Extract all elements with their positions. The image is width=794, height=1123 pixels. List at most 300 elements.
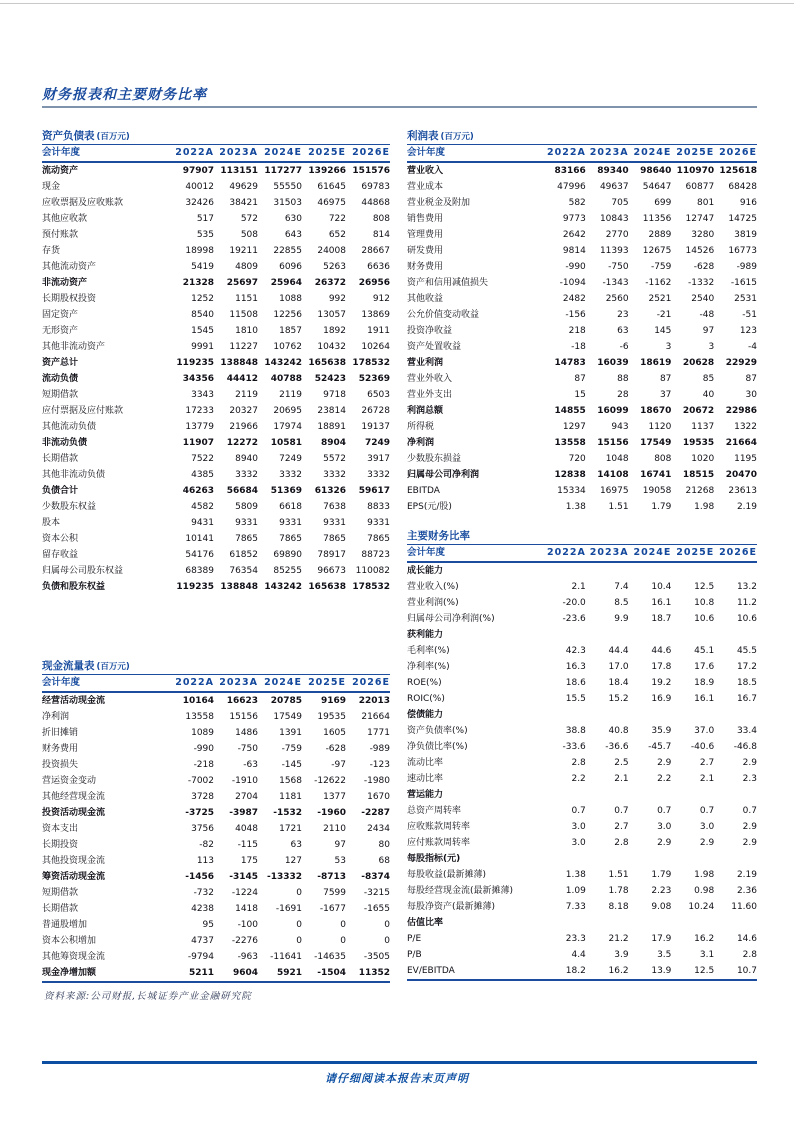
- cell-value: 20470: [725, 470, 757, 480]
- cell-value: 23814: [317, 406, 346, 416]
- cell-value: 97: [334, 840, 346, 850]
- table-header-row: [42, 675, 390, 692]
- cell-value: 916: [739, 198, 757, 208]
- cell-value: 9169: [320, 696, 346, 706]
- cell-value: 178532: [352, 358, 390, 368]
- row-label: 长期借款: [42, 454, 79, 464]
- table-row: [407, 739, 757, 755]
- income-statement-title: 利润表: [407, 130, 439, 142]
- table-row: [407, 963, 757, 980]
- cell-value: -628: [693, 262, 715, 272]
- cell-value: 16623: [226, 696, 258, 706]
- row-label: P/E: [407, 934, 422, 944]
- cell-value: 42.3: [565, 646, 586, 656]
- row-label: 应付账款周转率: [407, 838, 471, 848]
- table-row: [42, 805, 390, 821]
- row-label: 资本公积增加: [42, 936, 97, 946]
- row-label: 其他非流动资产: [42, 342, 106, 352]
- cell-value: -12622: [314, 776, 346, 786]
- cell-value: 138848: [220, 582, 258, 592]
- cell-value: 17.0: [608, 662, 629, 672]
- cell-value: 801: [697, 198, 715, 208]
- cell-value: -1910: [231, 776, 258, 786]
- cell-value: 16.9: [651, 694, 672, 704]
- row-label: 营业外支出: [407, 390, 453, 400]
- cell-value: [671, 562, 714, 579]
- cell-value: 165638: [308, 582, 346, 592]
- cell-value: 2.1: [699, 774, 715, 784]
- row-label: 应收票据及应收账款: [42, 198, 124, 208]
- cell-value: 49637: [599, 182, 629, 192]
- cell-value: 119235: [176, 358, 214, 368]
- row-label: 长期借款: [42, 904, 79, 914]
- cell-value: 40.8: [608, 726, 629, 736]
- cell-value: -18: [571, 342, 586, 352]
- table-row: [42, 692, 390, 709]
- cell-value: 1670: [367, 792, 390, 802]
- cell-value: -1960: [317, 808, 346, 818]
- cell-value: 97907: [182, 166, 214, 176]
- table-row: [407, 291, 757, 307]
- cell-value: 47996: [557, 182, 586, 192]
- cell-value: -8713: [317, 872, 346, 882]
- row-label: 速动比率: [407, 774, 444, 784]
- cell-value: 95: [202, 920, 214, 930]
- table-header-row: [42, 145, 390, 162]
- cell-value: 52369: [358, 374, 390, 384]
- table-row: [407, 771, 757, 787]
- cell-value: -123: [369, 760, 390, 770]
- cell-value: -82: [199, 840, 214, 850]
- cell-value: -63: [243, 760, 258, 770]
- table-row: [407, 211, 757, 227]
- row-label: 股本: [42, 518, 61, 528]
- cell-value: 4385: [191, 470, 214, 480]
- cell-value: 46975: [317, 198, 346, 208]
- cell-value: 1.98: [694, 870, 715, 880]
- cell-value: 7638: [323, 502, 346, 512]
- cell-value: -750: [237, 744, 258, 754]
- row-label: 资本支出: [42, 824, 79, 834]
- cell-value: 88: [617, 374, 629, 384]
- cell-value: 9331: [279, 518, 302, 528]
- cell-value: 16.1: [651, 598, 672, 608]
- cell-value: 720: [568, 454, 586, 464]
- cell-value: 61645: [317, 182, 346, 192]
- table-row: [42, 725, 390, 741]
- row-label: 其他投资现金流: [42, 856, 106, 866]
- cell-value: 15.5: [565, 694, 586, 704]
- cell-value: 18891: [317, 422, 346, 432]
- cell-value: 11.60: [731, 902, 757, 912]
- cell-value: 1120: [648, 422, 672, 432]
- year-column-header: 2025E: [671, 145, 714, 162]
- cell-value: 517: [196, 214, 214, 224]
- cell-value: -759: [650, 262, 672, 272]
- cell-value: -7002: [187, 776, 214, 786]
- year-column-header: 2022A: [170, 145, 214, 162]
- income-statement-table: [407, 145, 757, 515]
- cell-value: 68: [378, 856, 390, 866]
- table-row: [407, 675, 757, 691]
- cell-value: 6096: [279, 262, 302, 272]
- cell-value: 19535: [682, 438, 715, 448]
- cell-value: -13332: [266, 872, 302, 882]
- cell-value: 54176: [185, 550, 214, 560]
- cell-value: [586, 562, 629, 579]
- row-label: 折旧摊销: [42, 728, 79, 738]
- cell-value: 145: [654, 326, 672, 336]
- table-row: [42, 547, 390, 563]
- cell-value: 60877: [685, 182, 715, 192]
- row-label: 成长能力: [407, 566, 444, 576]
- cell-value: 4809: [235, 262, 258, 272]
- cell-value: 69890: [273, 550, 302, 560]
- table-row: [42, 869, 390, 885]
- cell-value: 76354: [229, 566, 258, 576]
- table-row: [42, 709, 390, 725]
- balance-sheet-header: [42, 128, 390, 145]
- cell-value: 2119: [235, 390, 258, 400]
- row-label: 营业收入: [407, 166, 444, 176]
- cell-value: -2287: [361, 808, 390, 818]
- cell-value: -97: [331, 760, 346, 770]
- balance-sheet-title: 资产负债表: [42, 130, 95, 142]
- row-label: 估值比率: [407, 918, 444, 928]
- cell-value: 3343: [191, 390, 214, 400]
- row-label: 总资产周转率: [407, 806, 462, 816]
- table-row: [407, 387, 757, 403]
- cell-value: 9773: [562, 214, 586, 224]
- cell-value: 61326: [314, 486, 346, 496]
- cell-value: 23: [617, 310, 629, 320]
- cell-value: 13558: [554, 438, 586, 448]
- cell-value: 56684: [226, 486, 258, 496]
- cell-value: 14855: [554, 406, 586, 416]
- table-row: [42, 853, 390, 869]
- cell-value: [629, 851, 672, 867]
- cell-value: -40.6: [690, 742, 715, 752]
- cell-value: 8.18: [608, 902, 629, 912]
- row-label: 资产负债率(%): [407, 726, 468, 736]
- cell-value: 16.2: [694, 934, 715, 944]
- cell-value: 2.9: [657, 758, 672, 768]
- cell-value: 13057: [317, 310, 346, 320]
- row-label: 偿债能力: [407, 710, 444, 720]
- cell-value: 6636: [367, 262, 390, 272]
- year-column-header: 2024E: [258, 145, 302, 162]
- cell-value: 2.9: [742, 758, 757, 768]
- cash-flow-table: [42, 675, 390, 983]
- cell-value: 535: [196, 230, 214, 240]
- cell-value: 1721: [279, 824, 302, 834]
- year-column-header: 2026E: [714, 545, 757, 562]
- cell-value: 18998: [185, 246, 214, 256]
- cell-value: 44.4: [608, 646, 629, 656]
- table-row: [407, 243, 757, 259]
- table-row: [42, 162, 390, 179]
- table-row: [42, 435, 390, 451]
- table-row: [407, 819, 757, 835]
- cell-value: 4048: [235, 824, 258, 834]
- cell-value: 1.38: [565, 870, 586, 880]
- cell-value: 20695: [273, 406, 302, 416]
- cell-value: 11356: [642, 214, 672, 224]
- cell-value: 3332: [279, 470, 302, 480]
- cell-value: 17233: [185, 406, 214, 416]
- cell-value: -156: [565, 310, 586, 320]
- cell-value: 13558: [185, 712, 214, 722]
- table-row: [407, 947, 757, 963]
- section-row: [407, 707, 757, 723]
- cell-value: 30: [745, 390, 757, 400]
- table-header-row: [407, 145, 757, 162]
- cell-value: 85255: [273, 566, 302, 576]
- row-label: 公允价值变动收益: [407, 310, 480, 320]
- cell-value: 1.78: [608, 886, 629, 896]
- cell-value: 16741: [640, 470, 672, 480]
- row-label: 短期借款: [42, 888, 79, 898]
- year-column-header: 2025E: [302, 145, 346, 162]
- cell-value: 68389: [185, 566, 214, 576]
- cell-value: 113151: [220, 166, 258, 176]
- cell-value: 0.98: [694, 886, 715, 896]
- cell-value: 35.9: [651, 726, 672, 736]
- cell-value: 643: [284, 230, 302, 240]
- cell-value: 1.09: [565, 886, 586, 896]
- cell-value: 699: [654, 198, 672, 208]
- cell-value: 28: [617, 390, 629, 400]
- cell-value: 25964: [270, 278, 302, 288]
- row-label: 长期股权投资: [42, 294, 97, 304]
- cell-value: -45.7: [648, 742, 672, 752]
- cell-value: 7.4: [614, 582, 629, 592]
- cell-value: 722: [328, 214, 346, 224]
- cell-value: 652: [328, 230, 346, 240]
- row-label: 所得税: [407, 422, 435, 432]
- cell-value: 3332: [367, 470, 390, 480]
- row-label: 筹资活动现金流: [42, 872, 106, 882]
- table-row: [42, 917, 390, 933]
- cell-value: 52423: [314, 374, 346, 384]
- year-column-header: 2023A: [214, 145, 258, 162]
- cell-value: 10264: [361, 342, 390, 352]
- cell-value: 20672: [682, 406, 715, 416]
- row-label: 少数股东权益: [42, 502, 97, 512]
- cell-value: 51369: [270, 486, 302, 496]
- cell-value: 2.1: [571, 582, 586, 592]
- row-label: 财务费用: [407, 262, 444, 272]
- cell-value: 12272: [226, 438, 258, 448]
- cell-value: 9718: [323, 390, 346, 400]
- cell-value: 54647: [642, 182, 672, 192]
- cell-value: 10581: [270, 438, 302, 448]
- cash-flow-unit: (百万元): [96, 662, 130, 672]
- row-label: 现金: [42, 182, 61, 192]
- cell-value: 0: [384, 936, 390, 946]
- row-label: 长期投资: [42, 840, 79, 850]
- table-row: [407, 643, 757, 659]
- table-row: [42, 275, 390, 291]
- cell-value: 14725: [728, 214, 757, 224]
- cell-value: 2482: [562, 294, 586, 304]
- cell-value: 117277: [264, 166, 302, 176]
- financial-ratios-header: [407, 528, 757, 545]
- cell-value: 17549: [640, 438, 672, 448]
- year-column-header: 2026E: [346, 145, 390, 162]
- row-label: 短期借款: [42, 390, 79, 400]
- cell-value: 15156: [229, 712, 258, 722]
- table-row: [407, 323, 757, 339]
- cell-value: 3.1: [699, 950, 715, 960]
- cash-flow-section: [42, 658, 390, 983]
- cell-value: 19211: [229, 246, 258, 256]
- cell-value: 40: [702, 390, 715, 400]
- cell-value: 705: [611, 198, 629, 208]
- cell-value: 814: [372, 230, 390, 240]
- cell-value: -8374: [361, 872, 390, 882]
- cell-value: 11907: [182, 438, 214, 448]
- cell-value: 14108: [597, 470, 629, 480]
- row-label: 归属母公司股东权益: [42, 566, 124, 576]
- table-row: [407, 659, 757, 675]
- cell-value: 15: [574, 390, 586, 400]
- cell-value: -21: [656, 310, 672, 320]
- cell-value: 1297: [562, 422, 586, 432]
- cell-value: 3756: [191, 824, 214, 834]
- table-row: [42, 789, 390, 805]
- row-label: 获利能力: [407, 630, 444, 640]
- cell-value: 2531: [734, 294, 757, 304]
- cell-value: 16975: [599, 486, 629, 496]
- cell-value: 34356: [182, 374, 214, 384]
- cell-value: 44.6: [651, 646, 672, 656]
- cell-value: 87: [574, 374, 586, 384]
- cell-value: [714, 787, 757, 803]
- cell-value: -20.0: [562, 598, 586, 608]
- cell-value: 7249: [364, 438, 390, 448]
- financial-ratios-section: [407, 528, 757, 981]
- table-row: [42, 837, 390, 853]
- cell-value: [543, 915, 586, 931]
- row-label: 营业成本: [407, 182, 444, 192]
- year-column-header: 2026E: [714, 145, 757, 162]
- table-row: [407, 595, 757, 611]
- cell-value: -145: [281, 760, 302, 770]
- row-label: 现金净增加额: [42, 965, 170, 982]
- cell-value: 2.9: [657, 838, 672, 848]
- table-row: [407, 275, 757, 291]
- year-column-header: 2025E: [671, 545, 714, 562]
- cell-value: 1048: [605, 454, 629, 464]
- cell-value: [714, 627, 757, 643]
- cell-value: 3819: [734, 230, 757, 240]
- year-column-header: 2023A: [214, 675, 258, 692]
- cell-value: 9604: [214, 965, 258, 982]
- cell-value: 32426: [185, 198, 214, 208]
- cell-value: 18670: [640, 406, 672, 416]
- cell-value: 2434: [367, 824, 390, 834]
- balance-sheet-unit: (百万元): [96, 132, 130, 142]
- table-row: [42, 821, 390, 837]
- row-label: 每股收益(最新摊薄): [407, 870, 487, 880]
- row-label: 非流动负债: [42, 438, 88, 448]
- cell-value: [714, 915, 757, 931]
- cell-value: 26956: [358, 278, 390, 288]
- cell-value: -1224: [231, 888, 258, 898]
- row-label: 留存收益: [42, 550, 79, 560]
- cell-value: 23613: [728, 486, 757, 496]
- income-statement-header: [407, 128, 757, 145]
- table-row: [42, 355, 390, 371]
- cell-value: -23.6: [562, 614, 586, 624]
- cell-value: [671, 787, 714, 803]
- cell-value: 21664: [361, 712, 390, 722]
- cell-value: 12256: [273, 310, 302, 320]
- row-label: EBITDA: [407, 486, 440, 496]
- cell-value: 9431: [191, 518, 214, 528]
- row-label: ROIC(%): [407, 694, 445, 704]
- cell-value: 17.9: [651, 934, 672, 944]
- cell-value: 22929: [725, 358, 757, 368]
- cell-value: 0: [340, 920, 346, 930]
- row-label: 销售费用: [407, 214, 444, 224]
- cell-value: 18.5: [736, 678, 757, 688]
- cell-value: 10843: [599, 214, 629, 224]
- cell-value: 5211: [170, 965, 214, 982]
- cell-value: 1.38: [565, 502, 586, 512]
- cell-value: 582: [568, 198, 586, 208]
- cell-value: [629, 562, 672, 579]
- section-row: [407, 851, 757, 867]
- fiscal-year-header: 会计年度: [42, 145, 170, 162]
- fiscal-year-header: 会计年度: [407, 545, 543, 562]
- cell-value: 8833: [367, 502, 390, 512]
- table-row: [42, 885, 390, 901]
- cell-value: 17.8: [651, 662, 672, 672]
- cell-value: 96673: [317, 566, 346, 576]
- cell-value: 9.9: [614, 614, 629, 624]
- cash-flow-title: 现金流量表: [42, 660, 95, 672]
- cell-value: 22986: [725, 406, 757, 416]
- cell-value: 178532: [352, 582, 390, 592]
- cell-value: 572: [240, 214, 258, 224]
- cell-value: 2119: [279, 390, 302, 400]
- year-column-header: 2023A: [586, 145, 629, 162]
- cell-value: 11393: [599, 246, 629, 256]
- cell-value: 2.19: [736, 502, 757, 512]
- cell-value: 18.7: [651, 614, 672, 624]
- cell-value: -46.8: [733, 742, 757, 752]
- cell-value: 22855: [273, 246, 302, 256]
- cell-value: 17974: [273, 422, 302, 432]
- cell-value: 18.9: [694, 678, 715, 688]
- cell-value: 8904: [320, 438, 346, 448]
- cell-value: -36.6: [605, 742, 629, 752]
- table-row: [42, 259, 390, 275]
- cell-value: 1.79: [651, 870, 672, 880]
- cell-value: -1504: [302, 965, 346, 982]
- cell-value: 28667: [361, 246, 390, 256]
- cell-value: 5809: [235, 502, 258, 512]
- cell-value: [586, 707, 629, 723]
- cell-value: 7599: [323, 888, 346, 898]
- cell-value: -1980: [363, 776, 390, 786]
- cell-value: 151576: [352, 166, 390, 176]
- cell-value: 63: [617, 326, 629, 336]
- cell-value: 110082: [355, 566, 390, 576]
- cell-value: 18619: [640, 358, 672, 368]
